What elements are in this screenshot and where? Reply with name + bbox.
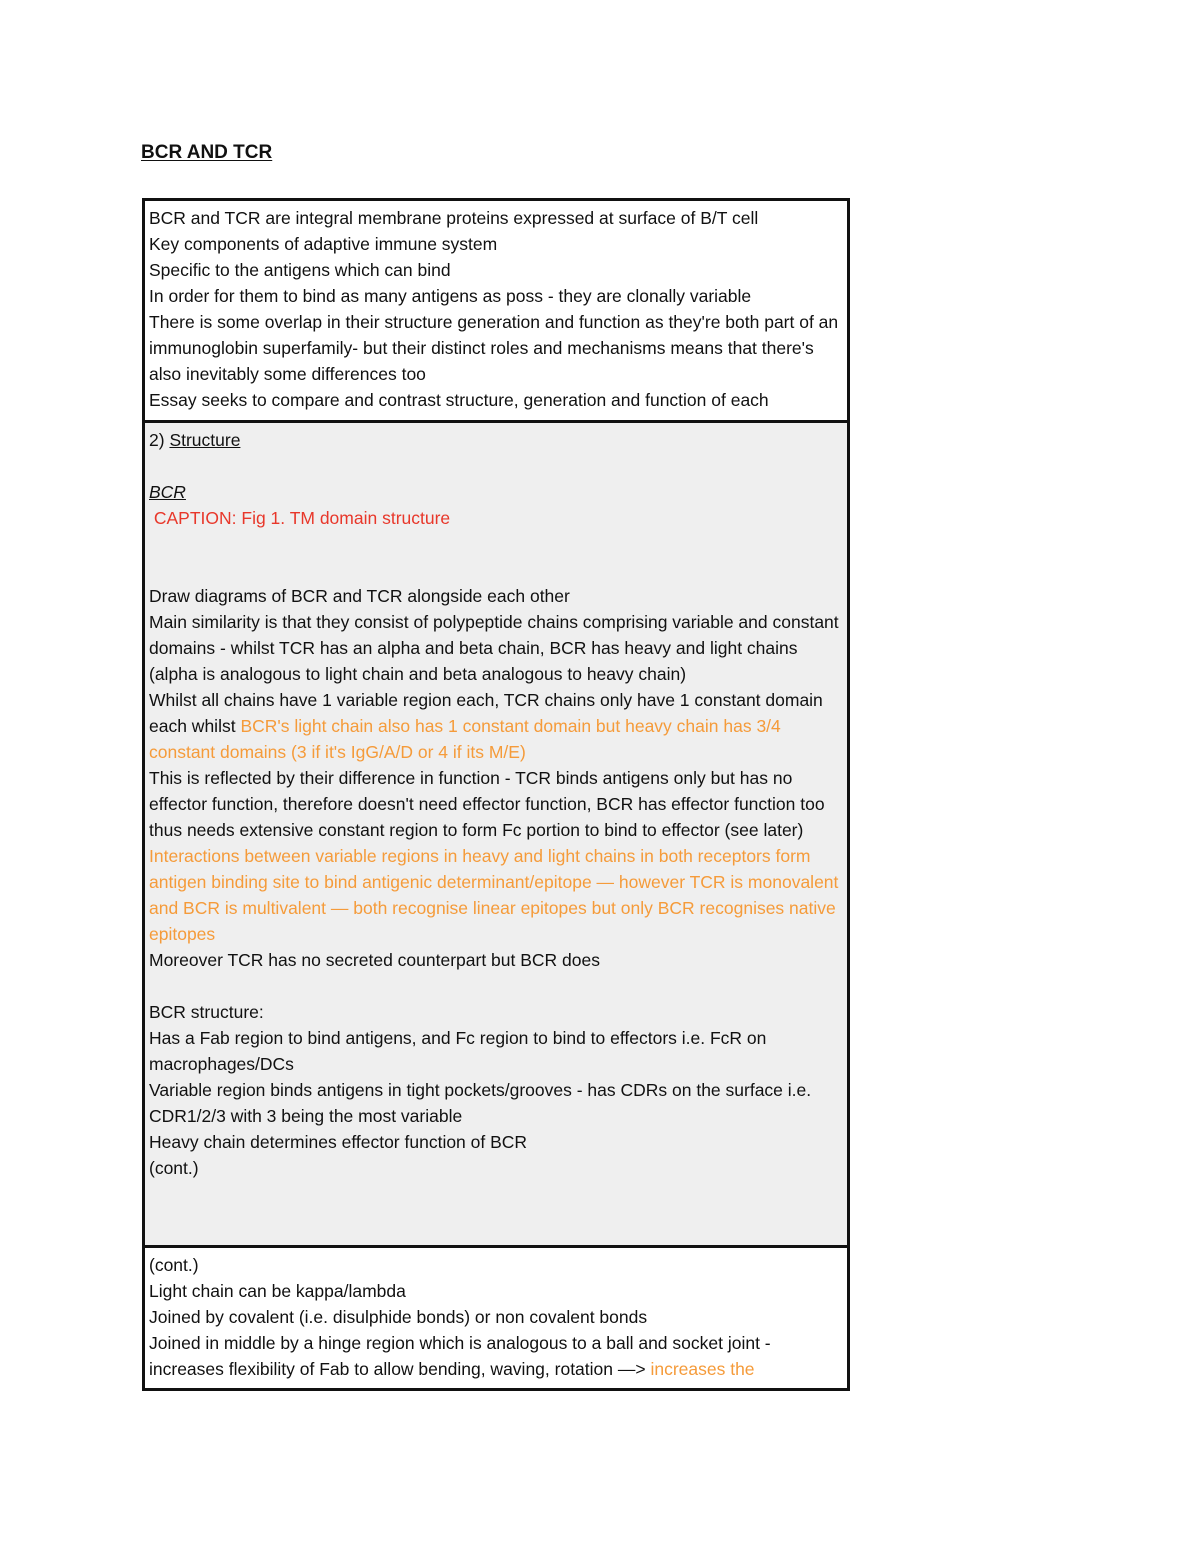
- subheading: [149, 479, 843, 505]
- spacer: [149, 531, 843, 557]
- section-heading-text: Structure: [169, 430, 241, 450]
- note-text: Joined in middle by a hinge region which is analogous to a ball and socket joint - increases flexibility of Fab to allow bending, waving, rotation —>: [149, 1333, 776, 1379]
- note-line: [149, 687, 843, 765]
- note-line: Moreover TCR has no secreted counterpart but BCR does: [149, 950, 601, 970]
- note-line: This is reflected by their difference in function - TCR binds antigens only but has no effector function, therefore doesn't need effector function, BCR has effector function too thus needs extensive constant region to form Fc portion to bind to effector (see later): [149, 768, 830, 840]
- document-title: BCR AND TCR: [141, 142, 273, 163]
- continued-cell: [145, 1245, 847, 1388]
- intro-line: BCR and TCR are integral membrane proteins expressed at surface of B/T cell: [149, 208, 759, 228]
- note-line: Variable region binds antigens in tight pockets/grooves - has CDRs on the surface i.e. CDR1/2/3 with 3 being the most variable: [149, 1080, 816, 1126]
- structure-cell: [145, 420, 847, 1245]
- highlighted-note-line: Interactions between variable regions in heavy and light chains in both receptors form antigen binding site to bind antigenic determinant/epitope — however TCR is monovalent and BCR is multivalent — both recognise linear epitopes but only BCR recognises native epitopes: [149, 846, 844, 944]
- intro-line: Specific to the antigens which can bind: [149, 260, 451, 280]
- note-line: Light chain can be kappa/lambda: [149, 1281, 406, 1301]
- note-line: Draw diagrams of BCR and TCR alongside each other: [149, 586, 570, 606]
- note-line: BCR structure:: [149, 1002, 264, 1022]
- note-line: Joined by covalent (i.e. disulphide bonds) or non covalent bonds: [149, 1307, 648, 1327]
- intro-line: Key components of adaptive immune system: [149, 234, 498, 254]
- subheading-text: BCR: [149, 482, 186, 502]
- highlighted-text: BCR's light chain also has 1 constant domain but heavy chain has 3/4 constant domains (3 if it's IgG/A/D or 4 if its M/E): [149, 716, 786, 762]
- intro-cell: [145, 201, 847, 420]
- spacer: [149, 973, 843, 999]
- intro-line: In order for them to bind as many antigens as poss - they are clonally variable: [149, 286, 752, 306]
- notes-table: [142, 198, 850, 1391]
- note-line: Heavy chain determines effector function of BCR: [149, 1132, 528, 1152]
- section-number: 2): [149, 430, 170, 450]
- note-line: [149, 1330, 843, 1382]
- continued-marker: (cont.): [149, 1158, 199, 1178]
- continued-marker: (cont.): [149, 1255, 199, 1275]
- note-line: Has a Fab region to bind antigens, and Fc region to bind to effectors i.e. FcR on macrophages/DCs: [149, 1028, 772, 1074]
- figure-caption: CAPTION: Fig 1. TM domain structure: [149, 508, 451, 528]
- section-heading: [149, 427, 843, 453]
- spacer: [149, 557, 843, 583]
- note-text: Whilst all chains have 1 variable region each, TCR chains only have 1 constant domain each whilst: [149, 690, 828, 736]
- intro-line: There is some overlap in their structure generation and function as they're both part of an immunoglobin superfamily- but their distinct roles and mechanisms means that there's also inevitably some differences too: [149, 312, 844, 384]
- highlighted-text: increases the: [650, 1359, 755, 1379]
- note-line: Main similarity is that they consist of polypeptide chains comprising variable and constant domains - whilst TCR has an alpha and beta chain, BCR has heavy and light chains (alpha is analogous to light chain and beta analogous to heavy chain): [149, 612, 844, 684]
- intro-line: Essay seeks to compare and contrast structure, generation and function of each: [149, 390, 769, 410]
- spacer: [149, 453, 843, 479]
